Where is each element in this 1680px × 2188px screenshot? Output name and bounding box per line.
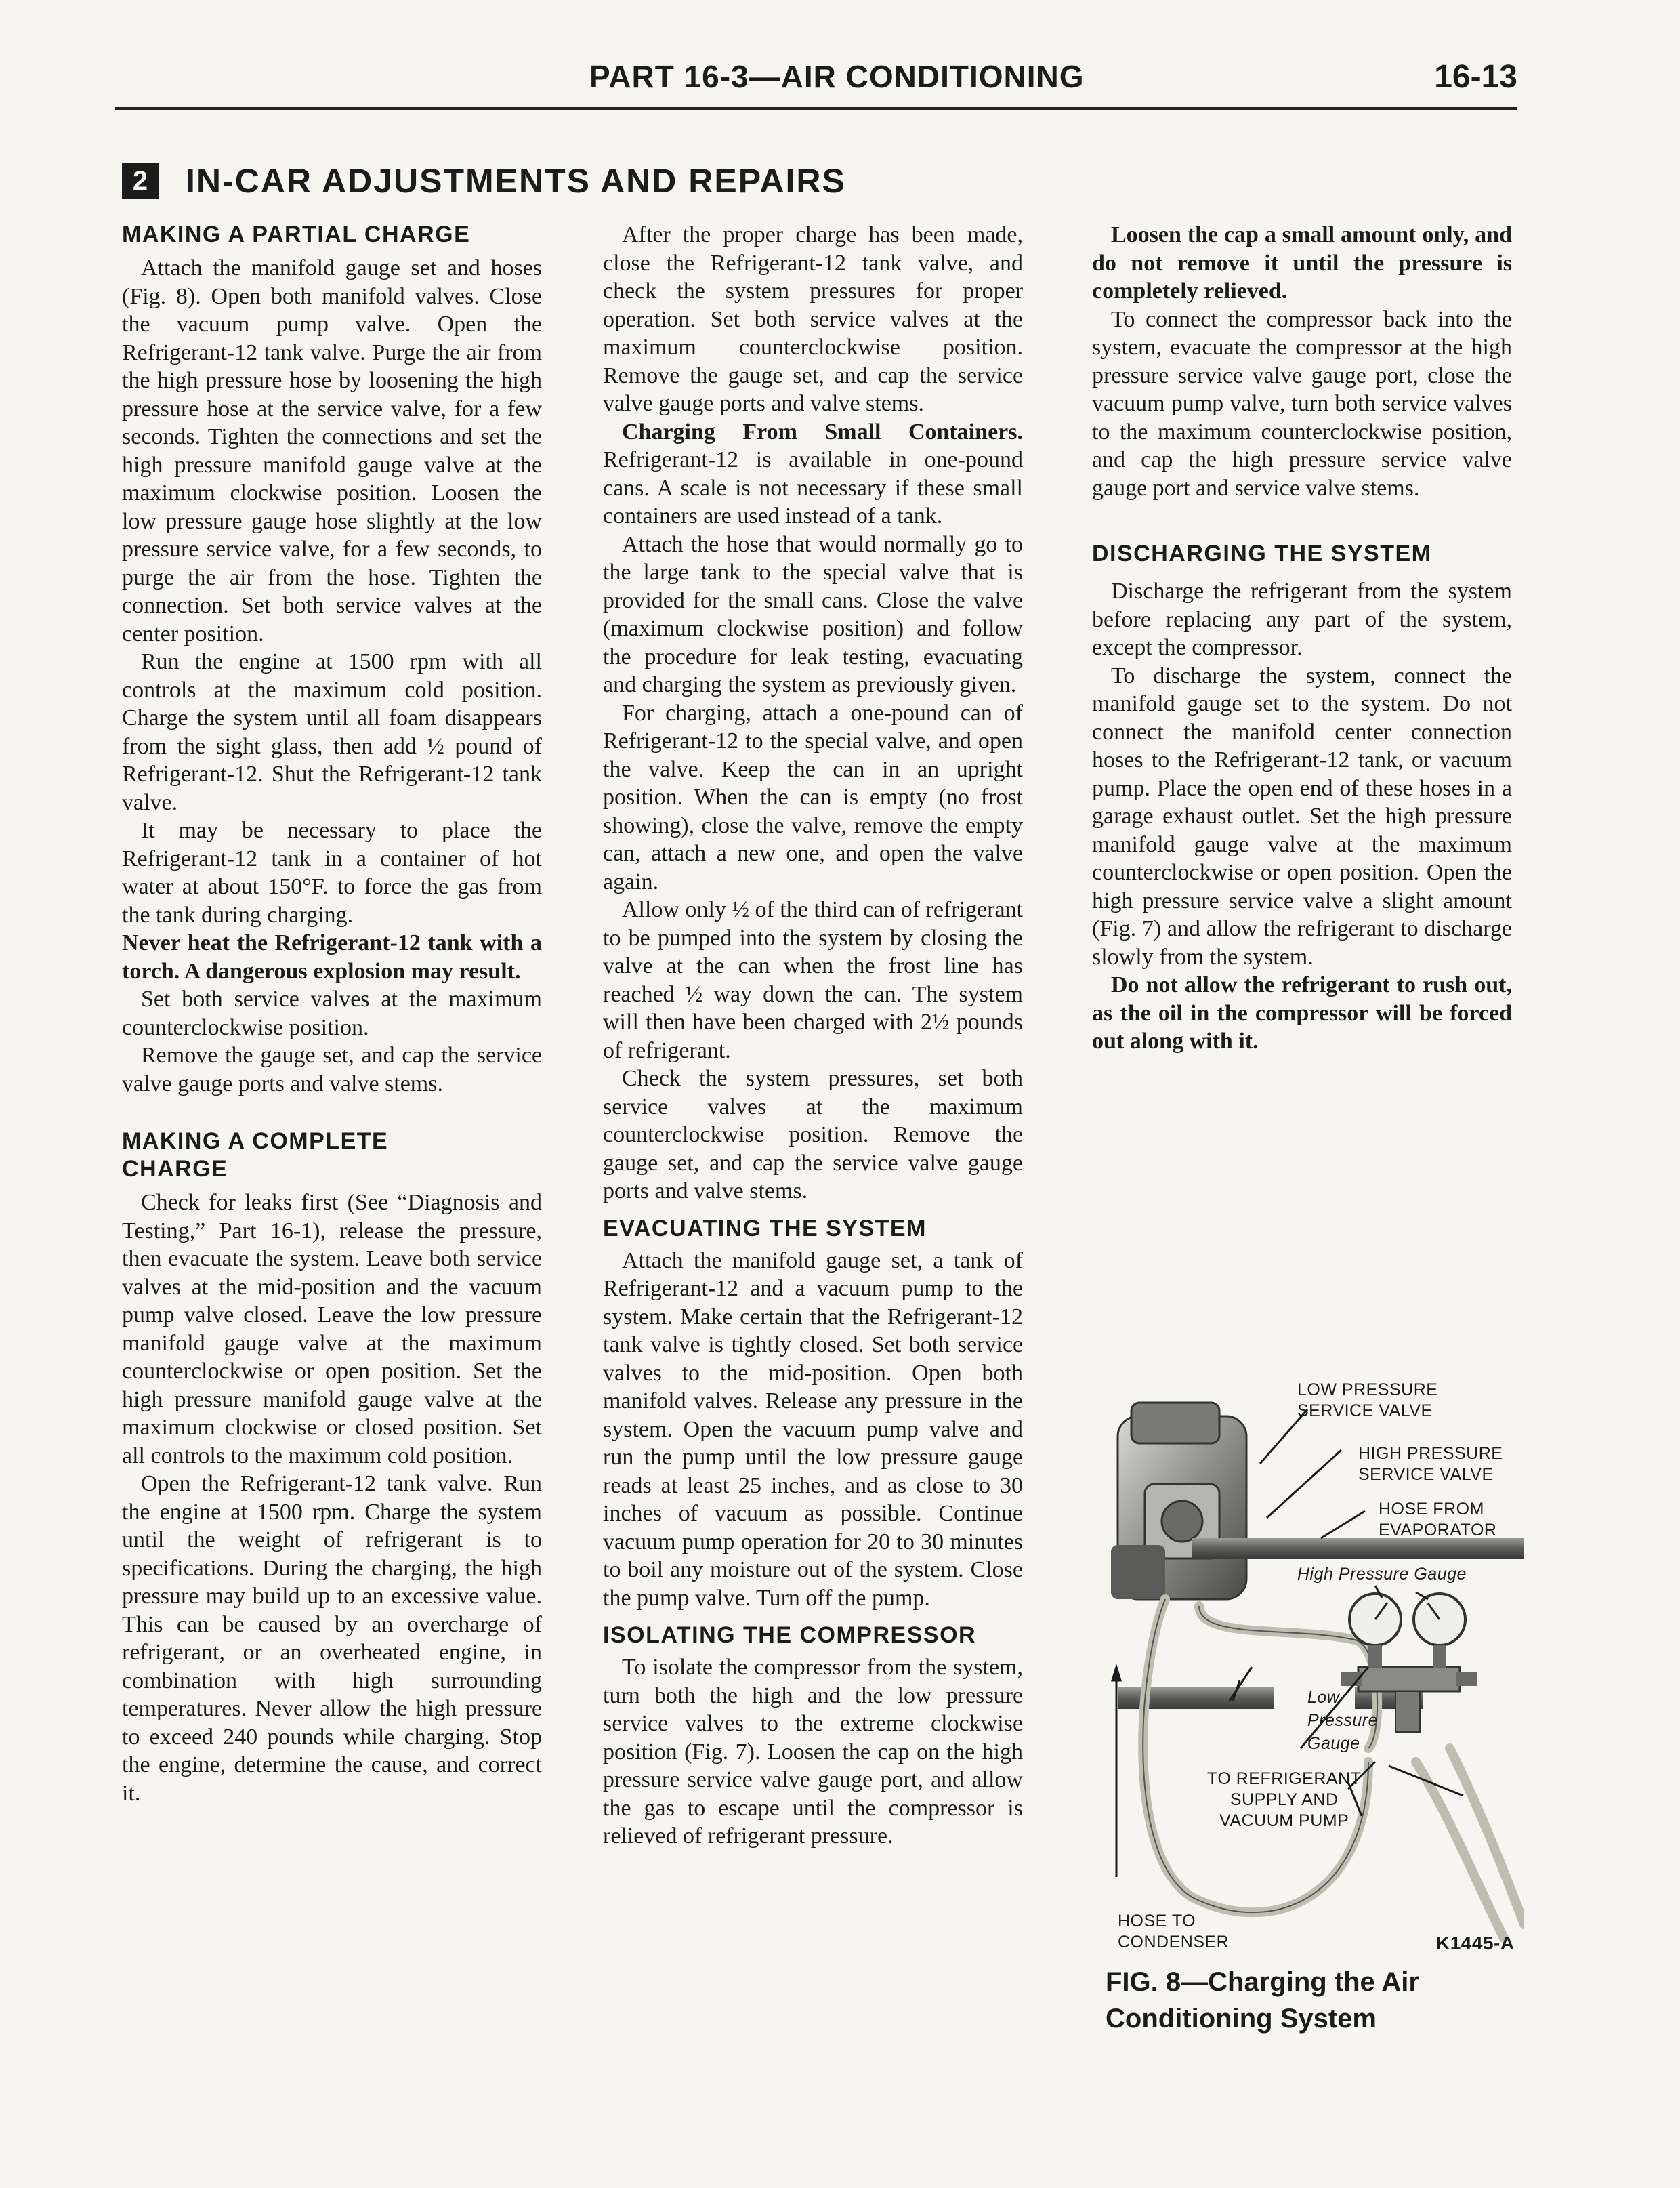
- label-line: Pressure: [1307, 1711, 1379, 1730]
- warning-text: Never heat the Refrigerant-12 tank with a torch. A dangerous explosion may result.: [122, 930, 542, 984]
- section-title: IN-CAR ADJUSTMENTS AND REPAIRS: [186, 162, 846, 200]
- label-line: TO REFRIGERANT: [1207, 1769, 1362, 1788]
- caption-line: Conditioning System: [1106, 2004, 1377, 2034]
- paragraph: Remove the gauge set, and cap the service valve gauge ports and valve stems.: [122, 1043, 542, 1096]
- label-line: HOSE TO: [1118, 1912, 1196, 1931]
- label-line: CONDENSER: [1118, 1933, 1230, 1952]
- heading-complete-charge: [122, 1128, 542, 1183]
- label-line: SERVICE VALVE: [1358, 1465, 1494, 1484]
- label-to-refrigerant-supply: [1207, 1769, 1361, 1832]
- column-1: [122, 221, 542, 1807]
- paragraph: To discharge the system, connect the manifold gauge set to the system. Do not connect the manifold center connection hoses to the Refrigerant-12 tank, or vacuum pump. Place the open end of these hoses in a garage exhaust outlet. Set the high pressure manifold gauge valve at the maximum counterclockwise or open position. Open the high pressure service valve a slight amount (Fig. 7) and allow the refrigerant to discharge slowly from the system.: [1092, 663, 1512, 970]
- heading-isolating: ISOLATING THE COMPRESSOR: [603, 1622, 977, 1648]
- header-title: PART 16-3—AIR CONDITIONING: [589, 59, 1085, 94]
- label-low-pressure-service-valve: [1297, 1380, 1437, 1422]
- compressor: [1111, 1403, 1246, 1599]
- page-number: 16-13: [1434, 59, 1517, 95]
- column-2: [603, 221, 1023, 1851]
- paragraph: Discharge the refrigerant from the system before replacing any part of the system, except the compressor.: [1092, 579, 1512, 660]
- inline-heading-small-containers: Charging From Small Containers.: [622, 419, 1023, 445]
- paragraph: Attach the hose that would normally go to the large tank to the special valve that is provided for the small cans. Close the valve (maximum clockwise position) and follow the procedure for leak testing, evacuating and charging the system as previously given.: [603, 531, 1023, 697]
- paragraph: To connect the compressor back into the system, evacuate the compressor at the high pressure service valve gauge port, close the vacuum pump valve, turn both service valves to the maximum counterclockwise position, and cap the high pressure service valve gauge port and service valve stems.: [1092, 306, 1512, 501]
- warning-text: Loosen the cap a small amount only, and do not remove it until the pressure is completely relieved.: [1092, 222, 1512, 304]
- paragraph: Check for leaks first (See “Diagnosis and Testing,” Part 16-1), release the pressure, then evacuate the system. Leave both service valves at the mid-position and the vacuum pump valve closed. Leave the low pressure manifold gauge valve at the maximum counterclockwise or open position. Set the high pressure manifold gauge valve at the maximum clockwise or closed position. Set all controls to the maximum cold position.: [122, 1190, 542, 1468]
- label-line: EVAPORATOR: [1379, 1521, 1497, 1540]
- label-hose-from-evaporator: [1379, 1499, 1496, 1541]
- label-hose-to-condenser: [1118, 1911, 1229, 1953]
- heading-line: CHARGE: [122, 1156, 228, 1182]
- label-line: VACUUM PUMP: [1219, 1811, 1349, 1830]
- label-line: Low: [1307, 1688, 1340, 1707]
- heading-discharging: DISCHARGING THE SYSTEM: [1092, 541, 1432, 566]
- label-line: HIGH PRESSURE: [1358, 1444, 1503, 1463]
- evaporator-hose: [1192, 1538, 1524, 1559]
- heading-partial-charge: MAKING A PARTIAL CHARGE: [122, 222, 471, 247]
- high-pressure-gauge-dial: [1349, 1594, 1401, 1645]
- label-line: HOSE FROM: [1379, 1500, 1484, 1519]
- low-pressure-gauge-dial: [1414, 1594, 1465, 1645]
- paragraph-text: Refrigerant-12 is available in one-pound cans. A scale is not necessary if these small containers are used instead of a tank.: [603, 447, 1023, 529]
- page-header: [115, 54, 1517, 108]
- label-low-pressure-gauge: [1307, 1686, 1378, 1755]
- paragraph: Attach the manifold gauge set and hoses (Fig. 8). Open both manifold valves. Close the vacuum pump valve. Open the Refrigerant-12 tank valve. Purge the air from the high pressure hose by loosening the high pressure hose at the service valve, for a few seconds. Tighten the connections and set the high pressure manifold gauge valve at the maximum clockwise position. Loosen the low pressure gauge hose slightly at the low pressure service valve, for a few seconds, to purge the air from the hose. Tighten the connection. Set both service valves at the center position.: [122, 255, 542, 646]
- paragraph: Open the Refrigerant-12 tank valve. Run the engine at 1500 rpm. Charge the system until the weight of refrigerant is to specifications. During the charging, the high pressure may build up to an excessive value. This can be caused by an overcharge of refrigerant, or an overheated engine, in combination with high surrounding temperatures. Never allow the high pressure to exceed 240 pounds while charging. Stop the engine, determine the cause, and correct it.: [122, 1471, 542, 1806]
- paragraph: Allow only ½ of the third can of refrigerant to be pumped into the system by closing the valve at the can when the frost line has reached ½ way down the can. The system will then have been charged with 2½ pounds of refrigerant.: [603, 897, 1023, 1063]
- paragraph: After the proper charge has been made, close the Refrigerant-12 tank valve, and check the system pressures for proper operation. Set both service valves at the maximum counterclockwise position. Remove the gauge set, and cap the service valve gauge ports and valve stems.: [603, 222, 1023, 416]
- figure-charging-system: [1097, 1382, 1524, 2026]
- warning-text: Do not allow the refrigerant to rush out, as the oil in the compressor will be forced out along with it.: [1092, 972, 1512, 1054]
- label-line: SUPPLY AND: [1230, 1790, 1339, 1809]
- paragraph: Set both service valves at the maximum counterclockwise position.: [122, 987, 542, 1040]
- section-heading: [122, 157, 846, 205]
- heading-evacuating: EVACUATING THE SYSTEM: [603, 1215, 927, 1241]
- label-high-pressure-gauge: High Pressure Gauge: [1297, 1565, 1467, 1584]
- column-3: [1092, 221, 1512, 1056]
- figure-caption: [1106, 1964, 1485, 2037]
- paragraph: Attach the manifold gauge set, a tank of Refrigerant-12 and a vacuum pump to the system. Make certain that the Refrigerant-12 tank valve is tightly closed. Set both service valves to the mid-position. Open both manifold valves. Release any pressure in the system. Open the vacuum pump valve and run the pump until the low pressure gauge reads at least 25 inches, and as close to 30 inches of vacuum as possible. Continue vacuum pump operation for 20 to 30 minutes to boil any moisture out of the system. Close the pump valve. Turn off the pump.: [603, 1247, 1023, 1611]
- label-line: Gauge: [1307, 1734, 1360, 1753]
- header-rule: [115, 107, 1517, 110]
- paragraph: [603, 418, 1023, 531]
- figure-id: K1445-A: [1436, 1933, 1515, 1954]
- label-line: SERVICE VALVE: [1297, 1401, 1433, 1420]
- paragraph: To isolate the compressor from the system, turn both the high and the low pressure service valves to the extreme clockwise position (Fig. 7). Loosen the cap on the high pressure service valve gauge port, and allow the gas to escape until the compressor is relieved of refrigerant pressure.: [603, 1655, 1023, 1849]
- paragraph: It may be necessary to place the Refrigerant-12 tank in a container of hot water at about 150°F. to force the gas from the tank during charging.: [122, 818, 542, 928]
- paragraph: Check the system pressures, set both service valves at the maximum counterclockwise position. Remove the gauge set, and cap the service valve gauge ports and valve stems.: [603, 1066, 1023, 1203]
- paragraph: Run the engine at 1500 rpm with all controls at the maximum cold position. Charge the system until all foam disappears from the sight glass, then add ½ pound of Refrigerant-12. Shut the Refrigerant-12 tank valve.: [122, 649, 542, 815]
- caption-line: FIG. 8—Charging the Air: [1106, 1967, 1419, 1997]
- section-number-badge: 2: [122, 163, 159, 199]
- heading-line: MAKING A COMPLETE: [122, 1128, 389, 1154]
- paragraph: For charging, attach a one-pound can of Refrigerant-12 to the special valve, and open the valve. Keep the can in an upright position. When the can is empty (no frost showing), close the valve, remove the empty can, attach a new one, and open the valve again.: [603, 700, 1023, 894]
- label-high-pressure-service-valve: [1358, 1443, 1503, 1485]
- label-line: LOW PRESSURE: [1297, 1380, 1438, 1399]
